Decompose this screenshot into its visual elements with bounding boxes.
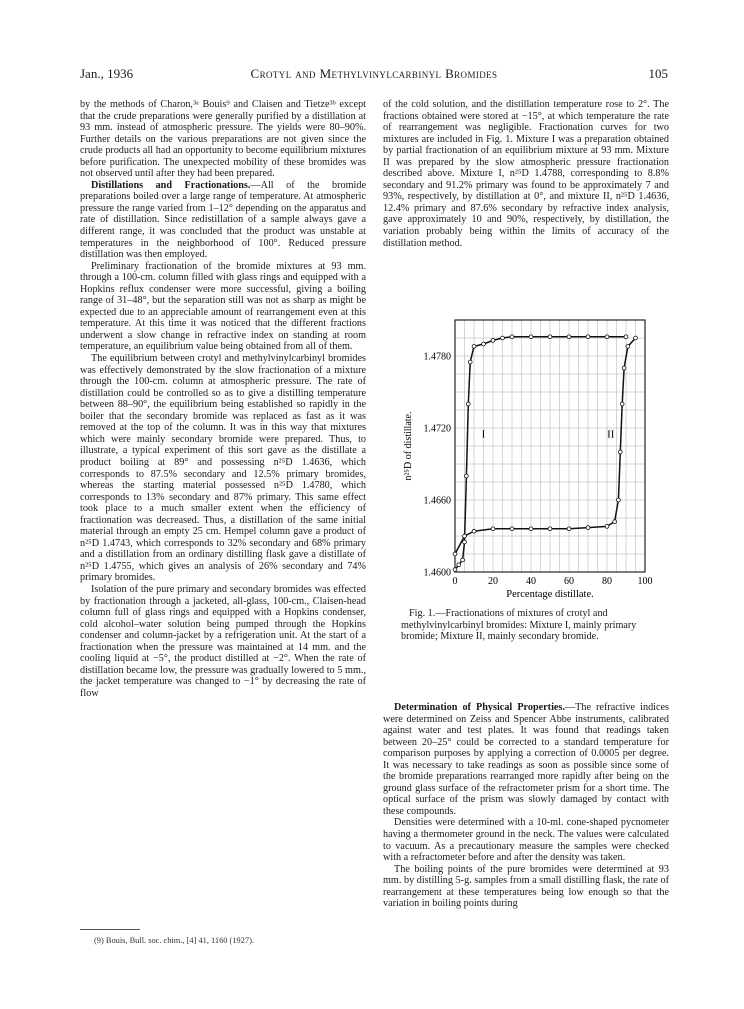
paragraph: The equilibrium between crotyl and methylvinylcarbinyl bromides was effectively demonstrated by the slow fractionation of a mixture through the 100-cm. column at atmospheric pressure. The rate of distillation could be controlled so as to give a distilling temperature between 88–90°, the equilibrium being established so rapidly in the boiler that the secondary bromide was replaced as fast as it was removed at the top of the column. It was in this way that mixtures which were mainly secondary bromide were prepared. Thus, to illustrate, a typical experiment of this sort gave as the distillate a product boiling at 89° and possessing n²⁵D 1.4636, which corresponds to 87.5% secondary and 12.5% primary bromides, whereas the starting material possessed n²⁵D 1.4780, which corresponds to 13% secondary and 87% primary. This same effect took place to a much smaller extent when the efficiency of fractionation was decreased. Thus, a distillation of the same initial material through an empty 25 cm. Hempel column gave a product of n²⁵D 1.4743, which corresponds to 32% secondary and 68% primary and a distillation from an ordinary distilling flask gave a distillate of n²⁵D 1.4755, which gives an analysis of 26% secondary and 74% primary bromides. xyxy=(80,353,366,584)
y-tick-label: 1.4780 xyxy=(423,351,451,363)
data-point-II xyxy=(529,527,533,531)
data-point-I xyxy=(482,342,486,346)
data-point-II xyxy=(620,402,624,406)
x-tick-label: 80 xyxy=(602,576,612,587)
paragraph xyxy=(383,702,669,817)
x-tick-label: 40 xyxy=(526,576,536,587)
data-point-I xyxy=(472,345,476,349)
x-tick-label: 20 xyxy=(488,576,498,587)
paragraph xyxy=(80,180,366,261)
left-column xyxy=(80,99,366,959)
paragraph: The boiling points of the pure bromides were determined at 93 mm. by distilling 5-g. samples from a small distilling flask, the rate of rearrangement at these temperatures being low enough so that the variation in boiling points during xyxy=(383,863,669,910)
data-point-II xyxy=(617,498,621,502)
x-tick-label: 100 xyxy=(637,576,653,587)
data-point-I xyxy=(605,335,609,339)
header-date: Jan., 1936 xyxy=(80,66,134,81)
data-point-I xyxy=(529,335,533,339)
data-point-I xyxy=(567,335,571,339)
figure-1 xyxy=(393,306,663,606)
data-point-I xyxy=(466,402,470,406)
x-axis-label: Percentage distillate. xyxy=(506,589,594,600)
right-column-top xyxy=(383,99,669,249)
x-tick-label: 60 xyxy=(564,576,574,587)
data-point-I xyxy=(468,360,472,364)
paragraph: of the cold solution, and the distillation temperature rose to 2°. The fractions obtained were stored at −15°, at which temperature the rate of rearrangement was negligible. Fractionation curves for two mixtures are included in Fig. 1. Mixture I was a preparation obtained by partial fractionation of an equilibrium mixture at 93 mm. Mixture II was prepared by the slow atmospheric pressure fractionation described above. Mixture I, n²⁵D 1.4788, corresponding to 8.8% secondary and 91.2% primary was found to be approximately 7 and 93%, respectively, by distillation at 0°, and mixture II, n²⁵D 1.4636, 12.4% primary and 87.6% secondary by refractive index analysis, gave approximately 10 and 90%, respectively, by distillation, the variation probably being within the limits of accuracy of the distillation method. xyxy=(383,99,669,249)
data-point-II xyxy=(586,526,590,530)
data-point-I xyxy=(453,568,457,572)
page-number: 105 xyxy=(648,66,668,81)
right-column-bottom xyxy=(383,702,669,910)
data-point-II xyxy=(618,450,622,454)
x-tick-label: 0 xyxy=(452,576,458,587)
section-heading: Determination of Physical Properties. xyxy=(394,702,565,713)
y-tick-label: 1.4660 xyxy=(423,495,451,507)
data-point-II xyxy=(613,520,617,524)
data-point-II xyxy=(567,527,571,531)
data-point-II xyxy=(622,366,626,370)
data-point-II xyxy=(491,527,495,531)
paragraph: Preliminary fractionation of the bromide mixtures at 93 mm. through a 100-cm. column filled with glass rings and equipped with a Hopkins reflux condenser were more successful, giving a boiling range of 31–48°, but the separation still was not as sharp as might be expected due to an appreciable amount of rearrangement even at this temperature. At this time it was noticed that the different fractions underwent a slow change in refractive index on standing at room temperature, an equilibrium value being obtained from all of them. xyxy=(80,260,366,353)
paragraph-body: —The refractive indices were determined on Zeiss and Spencer Abbe instruments, calibrated against water and test plates. It was found that readings taken between 20–25° could be corrected to a standard temperature for comparison purposes by applying a correction of 0.0005 per degree. It was necessary to take readings as soon as possible since some of the bromide preparations rearranged more rapidly after being on the ground glass surface of the refractometer prism for a short time. The optical surface of the prism was slowly damaged by contact with these compounds. xyxy=(383,702,669,817)
data-point-II xyxy=(453,552,457,556)
data-point-II xyxy=(510,527,514,531)
data-point-I xyxy=(463,540,467,544)
data-point-II xyxy=(548,527,552,531)
data-point-I xyxy=(501,336,505,340)
paragraph-body: —All of the bromide preparations boiled over a large range of temperature. At atmospheric pressure the range varied from 1–12° depending on the apparatus and rate of distillation. Since redistillation of a sample always gave a different range, it was concluded that the product was unstable at temperatures in the neighborhood of 100°. Reduced pressure distillation was then employed. xyxy=(80,179,366,261)
curve-label-II: II xyxy=(607,428,615,441)
y-tick-label: 1.4600 xyxy=(423,567,451,579)
curve-label-I: I xyxy=(481,428,486,441)
data-point-I xyxy=(465,474,469,478)
data-point-II xyxy=(463,534,467,538)
data-point-II xyxy=(605,525,609,529)
header-title: Crotyl and Methylvinylcarbinyl Bromides xyxy=(250,66,498,81)
running-header xyxy=(80,66,668,82)
data-point-I xyxy=(491,339,495,343)
paragraph: by the methods of Charon,³ᵃ Bouis⁹ and Claisen and Tietze³ᵇ except that the crude preparations were generally purified by a distillation at 93 mm. instead of atmospheric pressure. The yields were 80–90%. Further details on the various preparations are not given since the crude products all had an opportunity to become equilibrium mixtures before purification. The unexpected mobility of these bromides was not observed until after they had been prepared. xyxy=(80,99,366,180)
figure-caption xyxy=(401,608,657,643)
y-axis-label: n²⁵D of distillate. xyxy=(403,411,414,481)
data-point-I xyxy=(548,335,552,339)
caption-text: Fig. 1.—Fractionations of mixtures of crotyl and methylvinylcarbinyl bromides: Mixture I, mainly primary bromide; Mixture II, mainly secondary bromide. xyxy=(401,608,637,643)
footnote: (9) Bouis, Bull. soc. chim., [4] 41, 1160 (1927). xyxy=(94,936,254,945)
data-point-I xyxy=(461,558,465,562)
section-heading: Distillations and Fractionations. xyxy=(91,179,251,191)
paragraph: Isolation of the pure primary and secondary bromides was effected by fractionation through a jacketed, all-glass, 100-cm., Claisen-head column full of glass rings and equipped with a Hopkins condenser, cold alcohol–water solution being pumped through the Hopkins condenser and column-jacket by a refrigeration unit. At the start of a fractionation when the pressure was maintained at 14 mm. and the cooling liquid at −5°, the product distilled at −2°. When the rate of distillation became low, the pressure was gradually lowered to 5 mm., the jacket temperature was changed to −1° by decreasing the rate of flow xyxy=(80,583,366,699)
y-tick-label: 1.4720 xyxy=(423,423,451,435)
data-point-II xyxy=(634,336,638,340)
fractionation-chart xyxy=(393,306,663,606)
data-point-I xyxy=(624,335,628,339)
data-point-II xyxy=(626,345,630,349)
data-point-II xyxy=(472,529,476,533)
data-point-I xyxy=(510,335,514,339)
footnote-rule xyxy=(80,929,140,930)
paragraph: Densities were determined with a 10-ml. cone-shaped pycnometer having a thermometer ground in the neck. The values were calculated to vacuum. As a precautionary measure the samples were checked with a refractometer before and after the density was taken. xyxy=(383,817,669,864)
data-point-I xyxy=(457,563,461,567)
data-point-I xyxy=(586,335,590,339)
